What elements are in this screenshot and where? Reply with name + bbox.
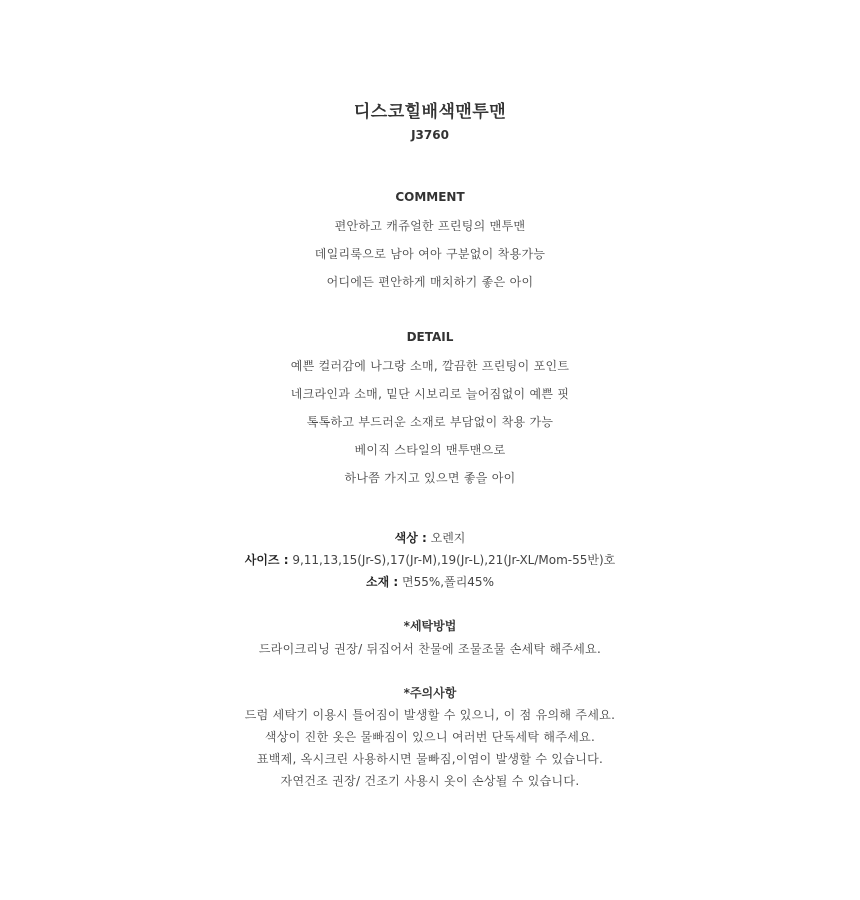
washing-line: 드라이크리닝 권장/ 뒤집어서 찬물에 조물조물 손세탁 해주세요. (258, 642, 602, 656)
detail-line: 네크라인과 소매, 밑단 시보리로 늘어짐없이 예쁜 핏 (290, 387, 570, 401)
spec-material (0, 573, 860, 590)
washing-heading: *세탁방법 (403, 619, 457, 633)
spec-size-label: 사이즈 : (244, 553, 289, 567)
detail-line: 하나쯤 가지고 있으면 좋을 아이 (344, 471, 516, 485)
product-title: 디스코힐배색맨투맨 (353, 102, 507, 122)
detail-line: 베이직 스타일의 맨투맨으로 (354, 443, 506, 457)
spec-color (0, 529, 860, 546)
detail-line: 예쁜 컬러감에 나그랑 소매, 깔끔한 프린팅이 포인트 (290, 359, 570, 373)
comment-line: 편안하고 캐쥬얼한 프린팅의 맨투맨 (334, 219, 526, 233)
comment-heading: COMMENT (395, 190, 465, 204)
spec-color-value: 오렌지 (430, 531, 466, 545)
detail-line: 톡톡하고 부드러운 소재로 부담없이 착용 가능 (306, 415, 554, 429)
comment-line: 어디에든 편안하게 매치하기 좋은 아이 (326, 275, 534, 289)
caution-line: 자연건조 권장/ 건조기 사용시 옷이 손상될 수 있습니다. (280, 774, 580, 788)
caution-line: 표백제, 옥시크린 사용하시면 물빠짐,이염이 발생할 수 있습니다. (256, 752, 604, 766)
caution-line: 색상이 진한 옷은 물빠짐이 있으니 여러번 단독세탁 해주세요. (264, 730, 596, 744)
caution-line: 드럼 세탁기 이용시 틀어짐이 발생할 수 있으니, 이 점 유의해 주세요. (244, 708, 616, 722)
detail-heading: DETAIL (406, 330, 454, 344)
spec-material-value: 면55%,폴리45% (402, 575, 494, 589)
comment-line: 데일리룩으로 남아 여아 구분없이 착용가능 (314, 247, 546, 261)
caution-heading: *주의사항 (403, 686, 457, 700)
spec-material-label: 소재 : (366, 575, 399, 589)
spec-color-label: 색상 : (394, 531, 427, 545)
product-code: J3760 (411, 128, 449, 142)
spec-size-value: 9,11,13,15(Jr-S),17(Jr-M),19(Jr-L),21(Jr-XL/Mom-55반)호 (292, 553, 616, 567)
spec-size (0, 551, 860, 568)
